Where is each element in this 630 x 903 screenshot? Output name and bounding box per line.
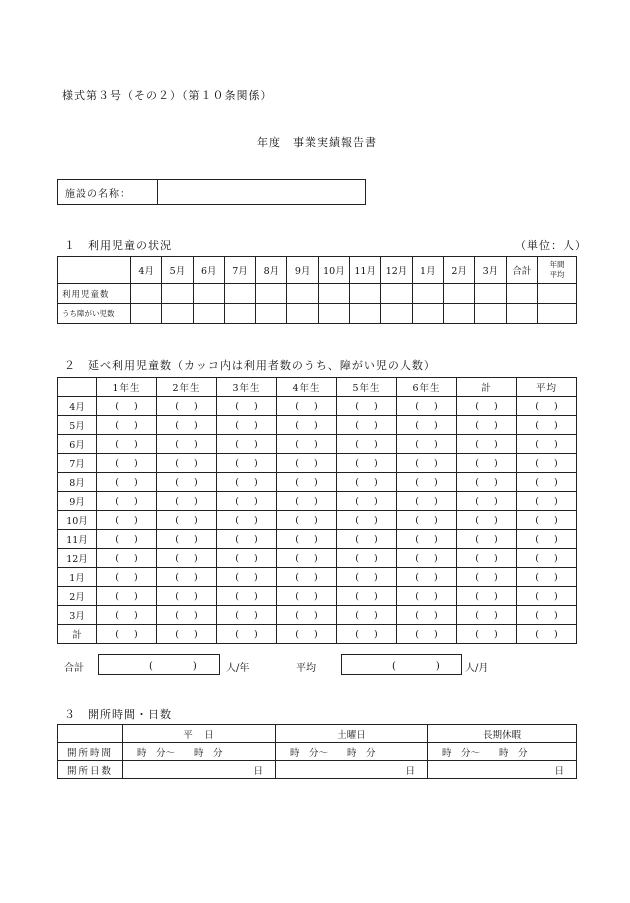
t2-cell[interactable]: ( ) <box>97 397 157 416</box>
t2-cell[interactable]: ( ) <box>517 473 577 492</box>
t1-cell[interactable] <box>443 284 474 304</box>
t2-cell[interactable]: ( ) <box>277 473 337 492</box>
t2-cell[interactable]: ( ) <box>397 511 457 530</box>
t2-cell[interactable]: ( ) <box>97 587 157 606</box>
section1-title: １ 利用児童の状況 <box>64 239 172 252</box>
t2-row <box>58 435 577 454</box>
t1-cell[interactable] <box>506 284 537 304</box>
t1-cell[interactable] <box>475 284 506 304</box>
t2-row-label: 4月 <box>58 397 97 416</box>
t2-row-label: 7月 <box>58 454 97 473</box>
form-label: 様式第３号（その２）（第１０条関係） <box>62 89 273 102</box>
t1-cell[interactable] <box>131 304 162 324</box>
t2-cell[interactable]: ( ) <box>277 587 337 606</box>
t2-row-label: 11月 <box>58 530 97 549</box>
t1-cell[interactable] <box>193 304 224 324</box>
t2-cell[interactable]: ( ) <box>97 568 157 587</box>
t2-cell[interactable]: ( ) <box>217 587 277 606</box>
document-title: 年度 事業実績報告書 <box>257 136 377 149</box>
t3-row-label-hours: 開所時間 <box>58 743 123 761</box>
t2-cell[interactable]: ( ) <box>157 454 217 473</box>
t2-cell[interactable]: ( ) <box>97 530 157 549</box>
t2-cell[interactable]: ( ) <box>277 454 337 473</box>
t2-cell[interactable]: ( ) <box>457 568 517 587</box>
t2-cell[interactable]: ( ) <box>277 549 337 568</box>
summary-average-label: 平均 <box>296 663 316 674</box>
summary-average-paren: ( ) <box>392 661 440 672</box>
t1-header: 1月 <box>412 257 443 284</box>
t2-row <box>58 454 577 473</box>
t2-row <box>58 568 577 587</box>
t2-cell[interactable]: ( ) <box>97 454 157 473</box>
t2-cell[interactable]: ( ) <box>397 625 457 644</box>
summary-per-year: 人/年 <box>226 663 250 674</box>
t2-row <box>58 606 577 625</box>
t2-header: 5年生 <box>337 378 397 397</box>
t2-header: 6年生 <box>397 378 457 397</box>
t2-row-label: 計 <box>58 625 97 644</box>
t1-header: 合計 <box>506 257 537 284</box>
t2-row-label: 9月 <box>58 492 97 511</box>
section2-title: ２ 延べ利用児童数（カッコ内は利用者数のうち、障がい児の人数） <box>64 359 436 372</box>
t2-row-label: 10月 <box>58 511 97 530</box>
t2-cell[interactable]: ( ) <box>157 606 217 625</box>
t2-cell[interactable]: ( ) <box>97 549 157 568</box>
t2-cell[interactable]: ( ) <box>517 454 577 473</box>
t2-cell[interactable]: ( ) <box>457 511 517 530</box>
t2-cell[interactable]: ( ) <box>217 454 277 473</box>
t1-header: 9月 <box>287 257 318 284</box>
t1-cell[interactable] <box>193 284 224 304</box>
t2-cell[interactable]: ( ) <box>517 416 577 435</box>
t2-cell[interactable]: ( ) <box>457 530 517 549</box>
t3-corner <box>58 725 123 743</box>
cumulative-children-table <box>57 377 577 644</box>
t2-cell[interactable]: ( ) <box>337 435 397 454</box>
t2-cell[interactable]: ( ) <box>457 473 517 492</box>
t1-header: 3月 <box>475 257 506 284</box>
t2-cell[interactable]: ( ) <box>97 416 157 435</box>
t1-header: 2月 <box>443 257 474 284</box>
t2-cell[interactable]: ( ) <box>337 473 397 492</box>
t2-row-label: 3月 <box>58 606 97 625</box>
t2-cell[interactable]: ( ) <box>457 606 517 625</box>
t2-cell[interactable]: ( ) <box>157 397 217 416</box>
t2-row-label: 12月 <box>58 549 97 568</box>
t1-cell[interactable] <box>350 284 381 304</box>
t2-cell[interactable]: ( ) <box>457 397 517 416</box>
t2-cell[interactable]: ( ) <box>157 416 217 435</box>
summary-total-field[interactable] <box>98 654 220 675</box>
t3-days-weekday[interactable]: 日 <box>123 761 276 779</box>
t2-cell[interactable]: ( ) <box>157 625 217 644</box>
t2-cell[interactable]: ( ) <box>217 492 277 511</box>
t2-cell[interactable]: ( ) <box>397 397 457 416</box>
t2-cell[interactable]: ( ) <box>397 606 457 625</box>
t2-cell[interactable]: ( ) <box>97 435 157 454</box>
t2-cell[interactable]: ( ) <box>397 473 457 492</box>
section1-unit: （単位：人） <box>515 239 587 252</box>
t1-cell[interactable] <box>131 284 162 304</box>
t2-cell[interactable]: ( ) <box>217 416 277 435</box>
t2-cell[interactable]: ( ) <box>517 625 577 644</box>
t2-cell[interactable]: ( ) <box>337 606 397 625</box>
t2-cell[interactable]: ( ) <box>217 530 277 549</box>
t1-cell[interactable] <box>162 304 193 324</box>
facility-name-field[interactable] <box>158 180 366 205</box>
facility-name-label: 施設の名称： <box>58 180 158 205</box>
t1-header: 7月 <box>224 257 255 284</box>
t2-cell[interactable]: ( ) <box>397 568 457 587</box>
t2-cell[interactable]: ( ) <box>97 492 157 511</box>
t2-cell[interactable]: ( ) <box>457 549 517 568</box>
t2-cell[interactable]: ( ) <box>277 568 337 587</box>
t2-cell[interactable]: ( ) <box>457 587 517 606</box>
t1-cell[interactable] <box>443 304 474 324</box>
t1-header: 11月 <box>350 257 381 284</box>
t2-cell[interactable]: ( ) <box>517 397 577 416</box>
t2-cell[interactable]: ( ) <box>337 397 397 416</box>
t2-cell[interactable]: ( ) <box>97 625 157 644</box>
t2-header: 4年生 <box>277 378 337 397</box>
t3-days-long-holiday[interactable]: 日 <box>428 761 577 779</box>
t2-cell[interactable]: ( ) <box>277 530 337 549</box>
t2-cell[interactable]: ( ) <box>277 397 337 416</box>
t2-cell[interactable]: ( ) <box>277 416 337 435</box>
t2-cell[interactable]: ( ) <box>517 606 577 625</box>
t2-cell[interactable]: ( ) <box>157 435 217 454</box>
t2-cell[interactable]: ( ) <box>157 587 217 606</box>
t2-cell[interactable]: ( ) <box>457 435 517 454</box>
t2-cell[interactable]: ( ) <box>457 625 517 644</box>
t2-cell[interactable]: ( ) <box>517 568 577 587</box>
t2-cell[interactable]: ( ) <box>217 473 277 492</box>
t3-header-long-holiday: 長期休暇 <box>428 725 577 743</box>
t2-cell[interactable]: ( ) <box>337 454 397 473</box>
t1-cell[interactable] <box>256 304 287 324</box>
t2-cell[interactable]: ( ) <box>157 492 217 511</box>
t2-cell[interactable]: ( ) <box>517 530 577 549</box>
t2-row-label: 2月 <box>58 587 97 606</box>
t2-cell[interactable]: ( ) <box>277 511 337 530</box>
t2-cell[interactable]: ( ) <box>397 549 457 568</box>
t2-row-label: 1月 <box>58 568 97 587</box>
t1-header: 10月 <box>318 257 349 284</box>
t2-cell[interactable]: ( ) <box>337 587 397 606</box>
t1-row-label: うち障がい児数 <box>58 304 131 324</box>
t2-header: 1年生 <box>97 378 157 397</box>
t2-cell[interactable]: ( ) <box>217 568 277 587</box>
t1-row-label: 利用児童数 <box>58 284 131 304</box>
t2-cell[interactable]: ( ) <box>337 625 397 644</box>
summary-total-paren: ( ) <box>149 661 197 672</box>
t1-cell[interactable] <box>318 304 349 324</box>
t1-header: 4月 <box>131 257 162 284</box>
t1-cell[interactable] <box>287 284 318 304</box>
t2-header: 計 <box>457 378 517 397</box>
t1-cell[interactable] <box>412 284 443 304</box>
facility-name-table <box>57 179 366 205</box>
t2-row <box>58 397 577 416</box>
t2-cell[interactable]: ( ) <box>517 435 577 454</box>
t3-row-label-days: 開所日数 <box>58 761 123 779</box>
t2-cell[interactable]: ( ) <box>97 606 157 625</box>
t1-cell[interactable] <box>475 304 506 324</box>
t2-row <box>58 530 577 549</box>
t2-cell[interactable]: ( ) <box>337 549 397 568</box>
t2-row-label: 5月 <box>58 416 97 435</box>
t1-cell[interactable] <box>224 284 255 304</box>
t2-row <box>58 416 577 435</box>
t1-header: 12月 <box>381 257 412 284</box>
t2-cell[interactable]: ( ) <box>517 492 577 511</box>
t2-cell[interactable]: ( ) <box>397 454 457 473</box>
t2-cell[interactable]: ( ) <box>277 435 337 454</box>
t1-cell[interactable] <box>256 284 287 304</box>
t2-header: 平均 <box>517 378 577 397</box>
t2-cell[interactable]: ( ) <box>157 530 217 549</box>
summary-total-label: 合計 <box>64 663 84 674</box>
t1-cell[interactable] <box>412 304 443 324</box>
t2-row <box>58 549 577 568</box>
t2-cell[interactable]: ( ) <box>217 435 277 454</box>
t2-row <box>58 473 577 492</box>
t3-header-saturday: 土曜日 <box>276 725 428 743</box>
opening-hours-table <box>57 724 577 779</box>
t2-cell[interactable]: ( ) <box>217 625 277 644</box>
t2-cell[interactable]: ( ) <box>157 568 217 587</box>
t1-cell[interactable] <box>381 304 412 324</box>
t2-cell[interactable]: ( ) <box>217 549 277 568</box>
t2-row <box>58 625 577 644</box>
t3-header-weekday: 平 日 <box>123 725 276 743</box>
t2-corner <box>58 378 97 397</box>
children-status-table <box>57 256 577 324</box>
t2-cell[interactable]: ( ) <box>277 606 337 625</box>
t1-header-annual-average: 年間 平均 <box>538 257 577 284</box>
summary-average-field[interactable] <box>341 654 462 675</box>
t1-cell[interactable] <box>506 304 537 324</box>
t2-cell[interactable]: ( ) <box>517 511 577 530</box>
t3-hours-saturday[interactable]: 時 分〜 時 分 <box>276 743 428 761</box>
t1-cell[interactable] <box>538 304 577 324</box>
t3-hours-long-holiday[interactable]: 時 分〜 時 分 <box>428 743 577 761</box>
t3-days-saturday[interactable]: 日 <box>276 761 428 779</box>
t2-row <box>58 492 577 511</box>
t1-cell[interactable] <box>162 284 193 304</box>
t2-cell[interactable]: ( ) <box>397 435 457 454</box>
t2-cell[interactable]: ( ) <box>517 549 577 568</box>
t2-row-label: 8月 <box>58 473 97 492</box>
t2-cell[interactable]: ( ) <box>457 492 517 511</box>
t2-header: 3年生 <box>217 378 277 397</box>
t3-hours-weekday[interactable]: 時 分〜 時 分 <box>123 743 276 761</box>
t2-cell[interactable]: ( ) <box>277 625 337 644</box>
t2-row <box>58 587 577 606</box>
t2-cell[interactable]: ( ) <box>397 587 457 606</box>
t1-cell[interactable] <box>381 284 412 304</box>
t1-header: 5月 <box>162 257 193 284</box>
t2-cell[interactable]: ( ) <box>217 606 277 625</box>
t2-row <box>58 511 577 530</box>
t2-row-label: 6月 <box>58 435 97 454</box>
t1-header: 8月 <box>256 257 287 284</box>
t2-cell[interactable]: ( ) <box>97 473 157 492</box>
t2-cell[interactable]: ( ) <box>337 416 397 435</box>
t2-cell[interactable]: ( ) <box>217 511 277 530</box>
t2-cell[interactable]: ( ) <box>337 568 397 587</box>
t2-cell[interactable]: ( ) <box>397 416 457 435</box>
summary-per-month: 人/月 <box>465 663 489 674</box>
t2-cell[interactable]: ( ) <box>97 511 157 530</box>
t2-cell[interactable]: ( ) <box>277 492 337 511</box>
t1-header: 6月 <box>193 257 224 284</box>
t2-cell[interactable]: ( ) <box>157 549 217 568</box>
t2-cell[interactable]: ( ) <box>157 511 217 530</box>
t2-cell[interactable]: ( ) <box>397 530 457 549</box>
t1-cell[interactable] <box>350 304 381 324</box>
t1-corner <box>58 257 131 284</box>
t2-cell[interactable]: ( ) <box>397 492 457 511</box>
t1-cell[interactable] <box>538 284 577 304</box>
t2-cell[interactable]: ( ) <box>337 492 397 511</box>
t1-cell[interactable] <box>224 304 255 324</box>
t2-header: 2年生 <box>157 378 217 397</box>
t2-cell[interactable]: ( ) <box>517 587 577 606</box>
t2-cell[interactable]: ( ) <box>337 530 397 549</box>
t2-cell[interactable]: ( ) <box>157 473 217 492</box>
t2-cell[interactable]: ( ) <box>337 511 397 530</box>
section3-title: ３ 開所時間・日数 <box>64 708 172 721</box>
t2-cell[interactable]: ( ) <box>457 416 517 435</box>
t2-cell[interactable]: ( ) <box>457 454 517 473</box>
t1-cell[interactable] <box>287 304 318 324</box>
t2-cell[interactable]: ( ) <box>217 397 277 416</box>
t1-cell[interactable] <box>318 284 349 304</box>
